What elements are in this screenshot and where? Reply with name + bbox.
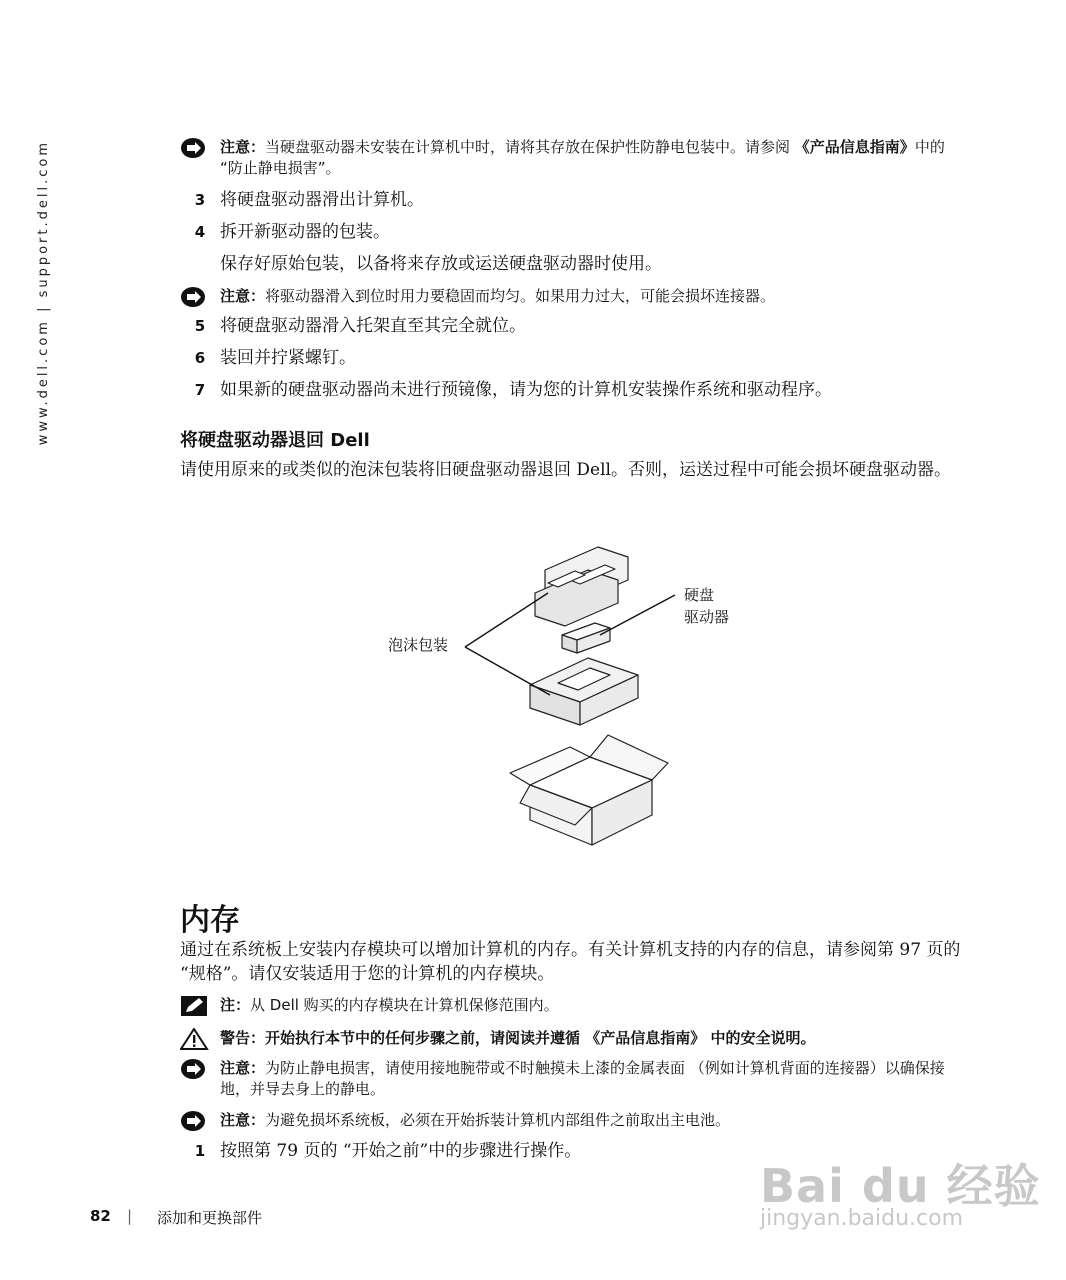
return-heading: 将硬盘驱动器退回 Dell xyxy=(180,430,370,451)
step-number: 1 xyxy=(194,1142,206,1160)
step-number: 6 xyxy=(194,349,206,367)
step-text: 如果新的硬盘驱动器尚未进行预镜像，请为您的计算机安装操作系统和驱动程序。 xyxy=(220,380,832,400)
notice-icon xyxy=(180,137,210,159)
note-text: 从 Dell 购买的内存模块在计算机保修范围内。 xyxy=(250,996,559,1014)
warning-label: 警告： xyxy=(220,1029,266,1047)
notice-text: 为防止静电损害，请使用接地腕带或不时触摸未上漆的金属表面 （例如计算机背面的连接器）以确保接地，并导去身上的静电。 xyxy=(220,1059,945,1098)
notice-reference: 《产品信息指南》 xyxy=(794,138,915,156)
step-text: 将硬盘驱动器滑出计算机。 xyxy=(220,190,424,210)
notice-text: 为避免损坏系统板，必须在开始拆装计算机内部组件之前取出主电池。 xyxy=(265,1111,731,1129)
notice-text: 当硬盘驱动器未安装在计算机中时，请将其存放在保护性防静电包装中。请参阅 xyxy=(265,138,795,156)
step-6 xyxy=(180,347,356,369)
label-foam-packaging: 泡沫包装 xyxy=(388,636,449,654)
warning-triangle-icon xyxy=(180,1028,210,1050)
return-body: 请使用原来的或类似的泡沫包装将旧硬盘驱动器退回 Dell。否则，运送过程中可能会损坏硬盘驱动器。 xyxy=(180,460,951,480)
warning-safety xyxy=(180,1028,970,1049)
step-text: 装回并拧紧螺钉。 xyxy=(220,348,356,368)
notice-text: 将驱动器滑入到位时用力要稳固而均匀。如果用力过大，可能会损坏连接器。 xyxy=(265,287,776,305)
notice-icon xyxy=(180,1110,210,1132)
notice-grounding xyxy=(180,1058,970,1100)
side-url: www.dell.com | support.dell.com xyxy=(36,140,51,446)
notice-static-storage xyxy=(180,137,970,179)
step-1 xyxy=(180,1140,581,1162)
label-hard-drive-line1: 硬盘 xyxy=(684,586,715,604)
step-text: 拆开新驱动器的包装。 xyxy=(220,222,390,242)
step-4 xyxy=(180,221,390,243)
label-hard-drive-line2: 驱动器 xyxy=(684,608,730,626)
step-text: 将硬盘驱动器滑入托架直至其完全就位。 xyxy=(220,316,526,336)
note-warranty xyxy=(180,995,970,1016)
step-5 xyxy=(180,315,526,337)
step-number: 3 xyxy=(194,191,206,209)
notice-label: 注意： xyxy=(220,1059,266,1077)
watermark-logo: Bai du 经验 xyxy=(760,1159,1041,1213)
label-hard-drive xyxy=(684,584,729,628)
footer-separator: | xyxy=(127,1207,133,1225)
notice-text-cont: 中的 “防止静电损害”。 xyxy=(220,138,945,177)
notice-label: 注意： xyxy=(220,138,266,156)
note-label: 注： xyxy=(220,996,251,1014)
warning-text: 开始执行本节中的任何步骤之前，请阅读并遵循 《产品信息指南》 中的安全说明。 xyxy=(265,1029,816,1047)
notice-slide-force xyxy=(180,286,970,307)
step-number: 5 xyxy=(194,317,206,335)
memory-heading: 内存 xyxy=(180,903,240,938)
step-3 xyxy=(180,189,424,211)
watermark-url: jingyan.baidu.com xyxy=(760,1206,964,1231)
notice-label: 注意： xyxy=(220,1111,266,1129)
notice-label: 注意： xyxy=(220,287,266,305)
notice-main-battery xyxy=(180,1110,970,1131)
note-pencil-icon xyxy=(180,995,210,1017)
step-text: 按照第 79 页的 “开始之前”中的步骤进行操作。 xyxy=(220,1141,582,1161)
packaging-illustration xyxy=(370,535,750,855)
memory-body: 通过在系统板上安装内存模块可以增加计算机的内存。有关计算机支持的内存的信息，请参阅第 97 页的 “规格”。请仅安装适用于您的计算机的内存模块。 xyxy=(180,940,961,984)
notice-icon xyxy=(180,286,210,308)
footer-chapter: 添加和更换部件 xyxy=(157,1209,263,1227)
step-4-detail: 保存好原始包装，以备将来存放或运送硬盘驱动器时使用。 xyxy=(220,254,662,274)
notice-icon xyxy=(180,1058,210,1080)
step-number: 4 xyxy=(194,223,206,241)
step-7 xyxy=(180,379,832,401)
page-number: 82 xyxy=(90,1207,111,1225)
step-number: 7 xyxy=(194,381,206,399)
